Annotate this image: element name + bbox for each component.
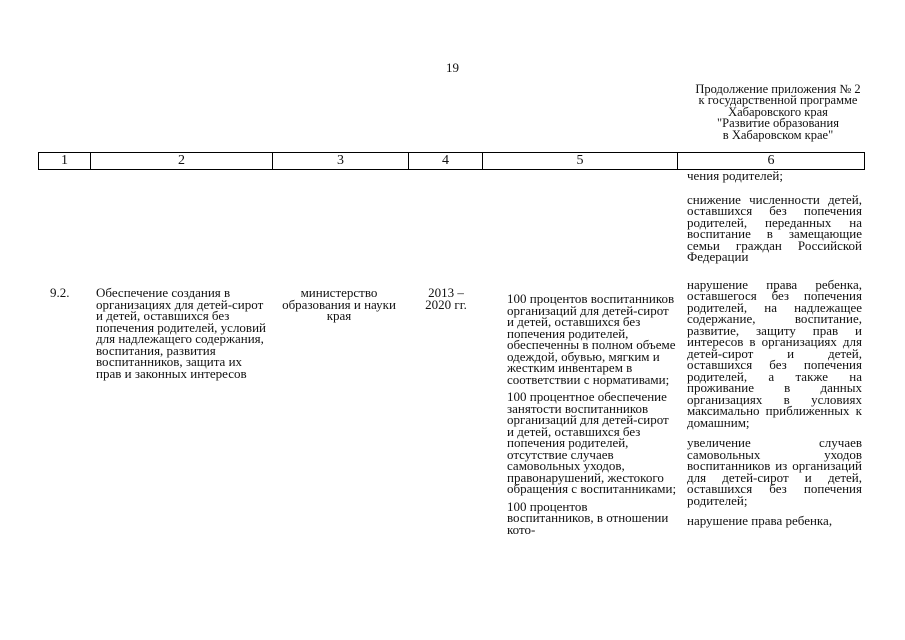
executor: министерство образования и науки края	[282, 285, 396, 323]
result-item: 100 процентов воспитанников, в отношении кото-	[507, 498, 669, 537]
appendix-line-2: к государственной программе	[698, 93, 858, 108]
page-number: 19	[446, 60, 459, 75]
column-number-2: 2	[91, 153, 273, 170]
result-item: 100 процентов воспитанников организаций для детей-сирот и детей, оставшихся без попечения родителей, обеспеченны в полном объеме одеждой, обувью, мягким и жестким инвентарем в соответствии с нормативами;	[507, 291, 676, 387]
expected-results	[507, 293, 677, 541]
column-number-row	[39, 153, 865, 170]
appendix-line-4: "Развитие образования	[717, 116, 839, 131]
consequence-item: нарушение права ребенка, оставшегося без попечения родителей, на надлежащее содержание, воспитание, развитие, защиту прав и интересов в организациях для детей-сирот и детей, оставшихся без попечения родителей, а также на проживание в данных организациях в условиях максимально приближенных к домашним;	[687, 276, 862, 430]
result-item: 100 процентное обеспечение занятости воспитанников организаций для детей-сирот и детей, оставшихся без попечения родителей, отсутствие случаев самовольных уходов, правонарушений, жестокого обращения с воспитанниками;	[507, 389, 677, 496]
measure-name: Обеспечение создания в организациях для детей-сирот и детей, оставшихся без попечения родителей, условий для надлежащего содержания, воспитания, развития воспитанников, защита их прав и законных интересов	[96, 285, 266, 381]
column-number-1: 1	[39, 153, 91, 170]
consequence-item: чения родителей;	[687, 168, 783, 183]
appendix-line-1: Продолжение приложения № 2	[695, 82, 861, 96]
column-number-6: 6	[678, 153, 865, 170]
appendix-line-5: в Хабаровском крае"	[722, 127, 834, 142]
appendix-line-3: Хабаровского края	[728, 104, 828, 119]
consequence-item: увеличение случаев самовольных уходов воспитанников из организаций для детей-сирот и детей, оставшихся без попечения родителей;	[687, 435, 862, 508]
consequences	[687, 170, 862, 536]
column-number-5: 5	[483, 153, 678, 170]
appendix-caption	[660, 84, 896, 141]
period: 2013 – 2020 гг.	[425, 285, 467, 312]
consequence-item: снижение численности детей, оставшихся без попечения родителей, переданных на воспитание в замещающие семьи граждан Российской Федерации	[687, 191, 862, 264]
column-number-4: 4	[409, 153, 483, 170]
row-number: 9.2.	[50, 285, 70, 300]
column-number-3: 3	[273, 153, 409, 170]
consequence-item: нарушение права ребенка,	[687, 513, 833, 528]
table-body	[38, 170, 864, 640]
